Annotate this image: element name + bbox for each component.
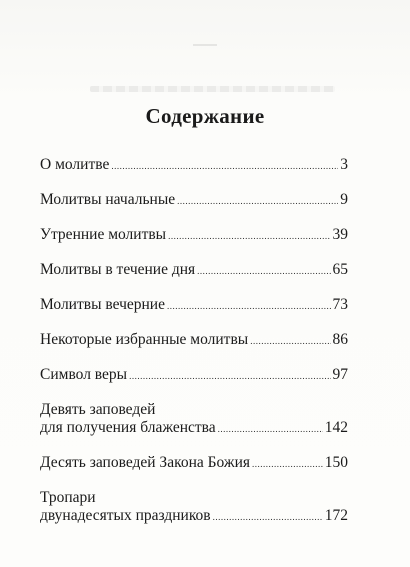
toc-entry-title-line1: Тропари bbox=[40, 489, 96, 506]
toc-line bbox=[40, 366, 348, 385]
bleed-through-mark bbox=[193, 44, 217, 46]
toc-entry bbox=[40, 331, 348, 350]
toc-entry-title: Десять заповедей Закона Божия bbox=[40, 454, 251, 471]
toc-entry bbox=[40, 226, 348, 245]
toc-line bbox=[40, 296, 348, 315]
toc-entry bbox=[40, 261, 348, 280]
toc-entry-title-line2: для получения блаженства bbox=[40, 419, 216, 436]
toc-page-number: 86 bbox=[332, 331, 348, 348]
toc-entry-title: Некоторые избранные молитвы bbox=[40, 331, 249, 348]
bleed-through-text bbox=[90, 86, 335, 92]
toc-entry bbox=[40, 489, 348, 526]
toc-entry bbox=[40, 454, 348, 473]
toc-entry-title: Символ веры bbox=[40, 366, 128, 383]
toc-page-number: 65 bbox=[332, 261, 348, 278]
toc-line bbox=[40, 226, 348, 245]
dot-leader bbox=[197, 262, 330, 280]
table-of-contents bbox=[40, 156, 348, 526]
toc-entry-title-line1: Девять заповедей bbox=[40, 401, 156, 418]
dot-leader bbox=[213, 508, 323, 526]
dot-leader bbox=[167, 297, 331, 315]
toc-entry-title: О молитве bbox=[40, 156, 110, 173]
toc-page-number: 73 bbox=[332, 296, 348, 313]
toc-line bbox=[40, 507, 348, 526]
toc-line bbox=[40, 419, 348, 438]
toc-page-number: 97 bbox=[332, 366, 348, 383]
toc-line bbox=[40, 331, 348, 350]
toc-page-number: 9 bbox=[340, 191, 348, 208]
dot-leader bbox=[250, 332, 330, 350]
toc-page-number: 3 bbox=[340, 156, 348, 173]
toc-line bbox=[40, 454, 348, 473]
toc-page-number: 142 bbox=[324, 419, 348, 436]
toc-line bbox=[40, 191, 348, 210]
dot-leader bbox=[218, 420, 323, 438]
dot-leader bbox=[177, 192, 338, 210]
toc-entry-title: Молитвы в течение дня bbox=[40, 261, 196, 278]
toc-entry-title: Утренние молитвы bbox=[40, 226, 167, 243]
toc-entry bbox=[40, 296, 348, 315]
toc-entry-title: Молитвы начальные bbox=[40, 191, 176, 208]
toc-entry-title-line2: двунадесятых праздников bbox=[40, 507, 211, 524]
dot-leader bbox=[111, 157, 338, 175]
toc-entry bbox=[40, 401, 348, 438]
dot-leader bbox=[129, 367, 330, 385]
toc-entry bbox=[40, 156, 348, 175]
toc-page-number: 172 bbox=[324, 507, 348, 524]
toc-entry-title: Молитвы вечерние bbox=[40, 296, 165, 313]
page-title: Содержание bbox=[145, 104, 265, 128]
toc-entry bbox=[40, 191, 348, 210]
toc-page-number: 150 bbox=[324, 454, 348, 471]
dot-leader bbox=[168, 227, 330, 245]
toc-page-number: 39 bbox=[332, 226, 348, 243]
toc-line bbox=[40, 261, 348, 280]
toc-line bbox=[40, 156, 348, 175]
dot-leader bbox=[252, 455, 323, 473]
toc-entry bbox=[40, 366, 348, 385]
